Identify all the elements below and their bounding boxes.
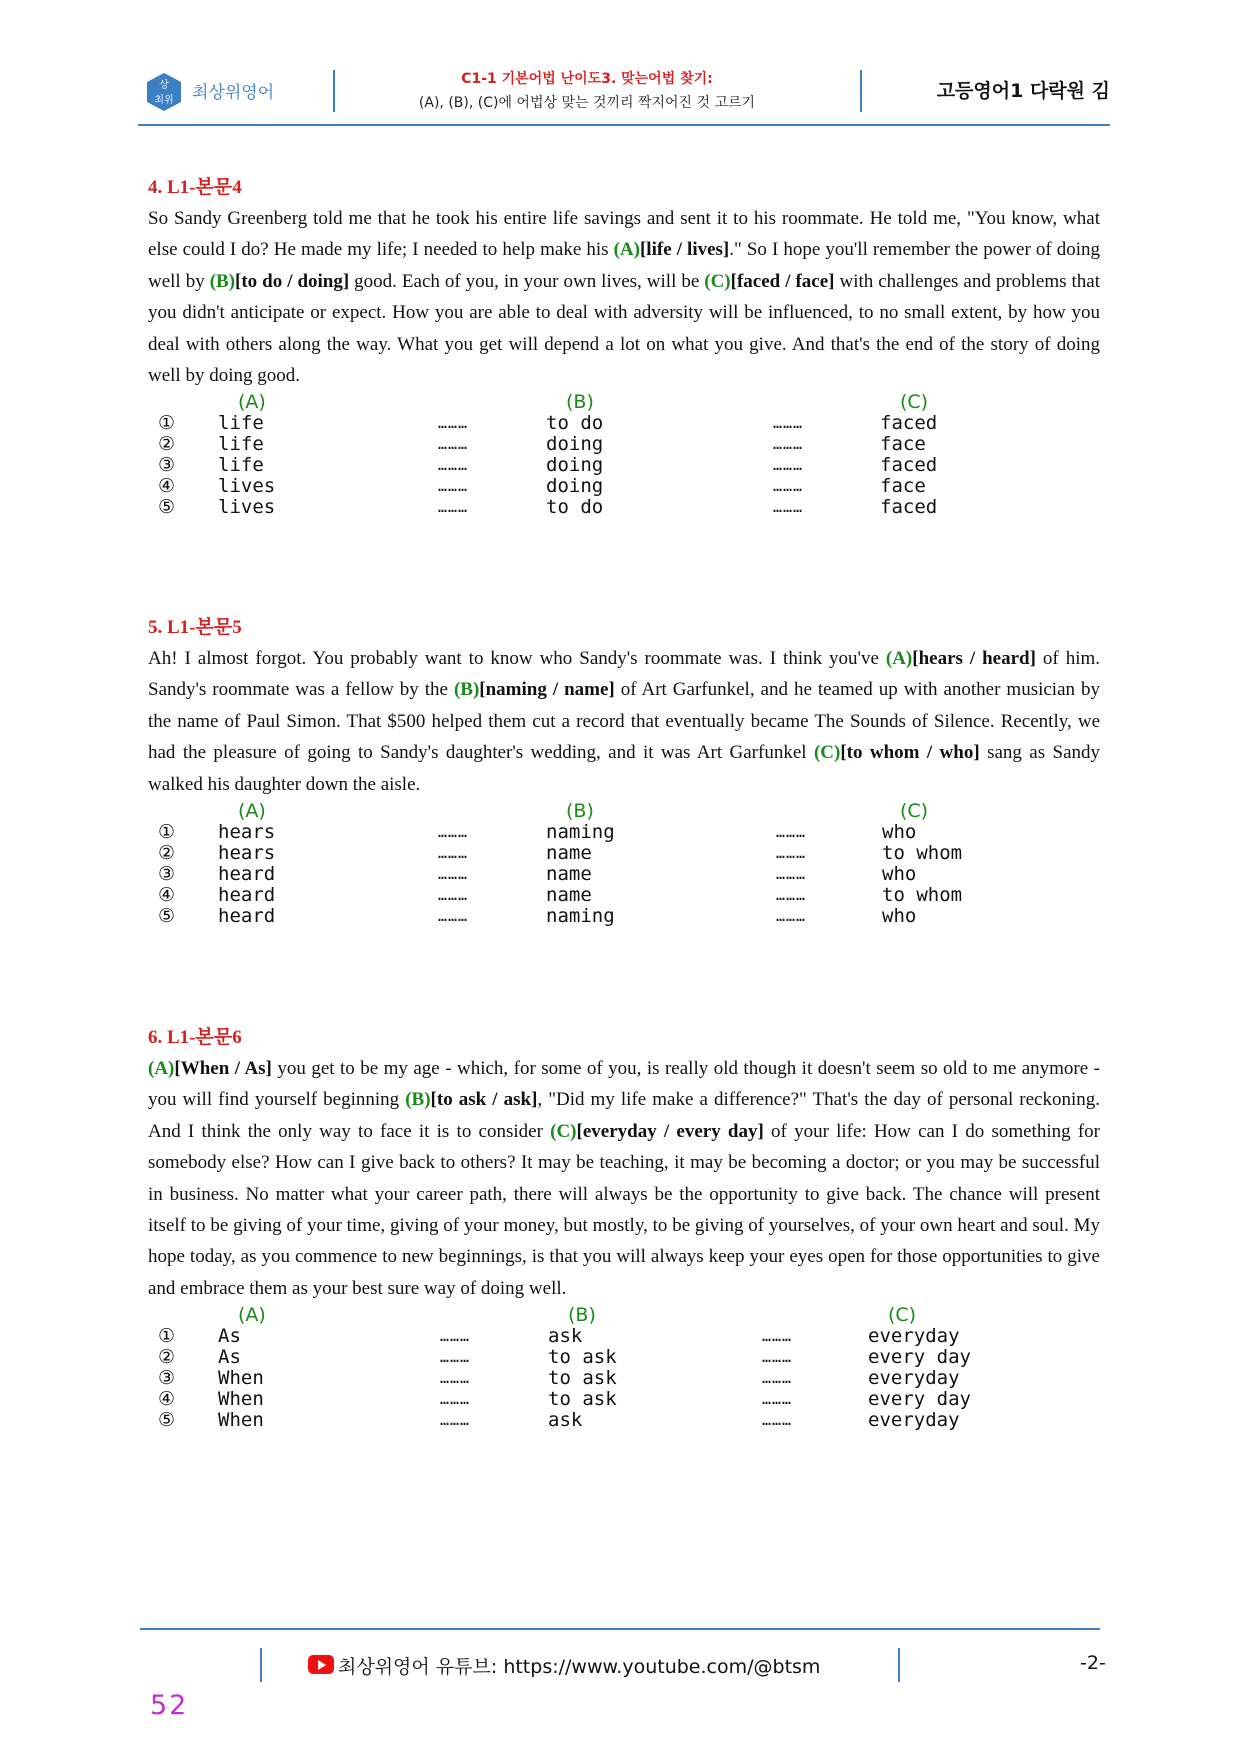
question-passage: Ah! I almost forgot. You probably want to know who Sandy's roommate was. I think you've (A)[hears / heard] of him. Sandy's roommate was a fellow by the (B)[naming / name] of Art Garfunkel, and he teamed up with another musician by the name of Paul Simon. That $500 helped them cut a record that eventually became The Sounds of Silence. Recently, we had the pleasure of going to Sandy's daughter's wedding, and it was Art Garfunkel (C)[to whom / who] sang as Sandy walked his daughter down the aisle. xyxy=(148,648,1101,795)
choices-header xyxy=(148,1304,1100,1326)
blank-label-c: (C) xyxy=(704,270,731,292)
answer-choices xyxy=(148,391,1100,518)
footer-divider-right xyxy=(898,1648,900,1682)
choice-row[interactable]: ① As ……… ask ……… everyday xyxy=(158,1325,960,1348)
choice-row[interactable]: ② As ……… to ask ……… every day xyxy=(158,1346,971,1369)
header-rule xyxy=(138,124,1110,126)
choices-header xyxy=(148,800,1100,822)
col-head-c: (C) xyxy=(900,800,929,823)
page-footer xyxy=(0,1648,1240,1688)
choice-row[interactable]: ① hears ……… naming ……… who xyxy=(158,821,917,844)
choice-row[interactable]: ① life ……… to do ……… faced xyxy=(158,412,938,435)
choice-row[interactable]: ④ When ……… to ask ……… every day xyxy=(158,1388,971,1411)
logo-glyph-top: 상 xyxy=(159,80,169,91)
blank-options-b: [naming / name] xyxy=(479,679,615,701)
question-4 xyxy=(148,172,1100,518)
page-number: 52 xyxy=(150,1690,189,1721)
blank-label-a: (A) xyxy=(613,239,640,261)
blank-options-a: [When / As] xyxy=(174,1058,272,1079)
blank-options-c: [faced / face] xyxy=(730,270,835,292)
blank-label-c: (C) xyxy=(550,1120,577,1142)
header-title-line2: (A), (B), (C)에 어법상 맞는 것끼리 짝지어진 것 고르기 xyxy=(418,95,756,111)
col-head-a: (A) xyxy=(238,391,266,414)
question-passage: So Sandy Greenberg told me that he took his entire life savings and sent it to his roommate. He told me, "You know, what else could I do? He made my life; I needed to help make his (A)[life / lives]." So I hope you'll remember the power of doing well by (B)[to do / doing] good. Each of you, in your own lives, will be (C)[faced / face] with challenges and problems that you didn't anticipate or expect. How you are able to deal with adversity will be influenced, to no small extent, by how you deal with others along the way. What you get will depend a lot on what you give. And that's the end of the story of doing well by doing good. xyxy=(148,208,1101,387)
choice-row[interactable]: ④ heard ……… name ……… to whom xyxy=(158,884,963,907)
col-head-b: (B) xyxy=(566,391,594,414)
blank-options-c: [everyday / every day] xyxy=(576,1120,764,1142)
question-5 xyxy=(148,612,1100,927)
page-header xyxy=(138,62,1110,124)
col-head-c: (C) xyxy=(888,1304,917,1327)
blank-options-a: [life / lives] xyxy=(639,239,730,261)
question-title: 6. L1-본문6 xyxy=(148,1027,242,1048)
header-title-line1: C1-1 기본어법 난이도3. 맞는어법 찾기: xyxy=(461,71,713,87)
choice-row[interactable]: ② life ……… doing ……… face xyxy=(158,433,926,456)
footer-rule xyxy=(140,1628,1100,1630)
blank-label-a: (A) xyxy=(148,1058,175,1079)
choice-row[interactable]: ④ lives ……… doing ……… face xyxy=(158,475,926,498)
header-title xyxy=(333,68,841,116)
choice-row[interactable]: ③ life ……… doing ……… faced xyxy=(158,454,938,477)
footer-divider-left xyxy=(260,1648,262,1682)
choice-row[interactable]: ② hears ……… name ……… to whom xyxy=(158,842,963,865)
answer-choices xyxy=(148,1304,1100,1431)
choice-row[interactable]: ⑤ heard ……… naming ……… who xyxy=(158,905,917,928)
blank-options-c: [to whom / who] xyxy=(840,742,980,764)
col-head-b: (B) xyxy=(566,800,594,823)
logo-text: 최상위영어 xyxy=(192,83,275,103)
choice-row[interactable]: ③ When ……… to ask ……… everyday xyxy=(158,1367,960,1390)
blank-options-a: [hears / heard] xyxy=(912,648,1036,669)
col-head-a: (A) xyxy=(238,1304,266,1327)
header-right-title: 고등영어1 다락원 김 xyxy=(936,80,1110,102)
answer-choices xyxy=(148,800,1100,927)
col-head-c: (C) xyxy=(900,391,929,414)
blank-label-b: (B) xyxy=(405,1089,431,1111)
blank-label-b: (B) xyxy=(453,679,480,701)
page-indicator: -2- xyxy=(1080,1652,1106,1674)
choice-row[interactable]: ③ heard ……… name ……… who xyxy=(158,863,917,886)
blank-options-b: [to do / doing] xyxy=(235,270,350,292)
blank-label-a: (A) xyxy=(885,648,913,669)
blank-label-b: (B) xyxy=(209,270,236,292)
choice-row[interactable]: ⑤ lives ……… to do ……… faced xyxy=(158,496,938,519)
question-passage: (A)[When / As] you get to be my age - which, for some of you, is really old though it doesn't seem so old to me anymore - you will find yourself beginning (B)[to ask / ask], "Did my life make a difference?" That's the day of personal reckoning. And I think the only way to face it is to consider (C)[everyday / every day] of your life: How can I do something for somebody else? How can I give back to others? It may be teaching, it may be becoming a doctor; or you may be successful in business. No matter what your career path, there will always be the opportunity to give back. The chance will present itself to be giving of your time, giving of your money, but mostly, to be giving of yourselves, of your own heart and soul. My hope today, as you commence to new beginnings, is that you will always keep your eyes open for those opportunities to give and embrace them as your best sure way of doing well. xyxy=(148,1058,1101,1299)
header-divider-right xyxy=(860,70,862,112)
logo-icon xyxy=(146,72,182,112)
blank-label-c: (C) xyxy=(813,742,841,764)
logo-glyph-bottom: 최위 xyxy=(154,95,174,106)
col-head-a: (A) xyxy=(238,800,266,823)
choices-header xyxy=(148,391,1100,413)
question-title: 5. L1-본문5 xyxy=(148,617,242,638)
blank-options-b: [to ask / ask] xyxy=(430,1089,538,1111)
question-6 xyxy=(148,1022,1100,1431)
youtube-icon[interactable] xyxy=(308,1655,334,1674)
choice-row[interactable]: ⑤ When ……… ask ……… everyday xyxy=(158,1409,960,1432)
question-title: 4. L1-본문4 xyxy=(148,177,242,198)
col-head-b: (B) xyxy=(568,1304,596,1327)
footer-link[interactable]: 최상위영어 유튜브: https://www.youtube.com/@btsm xyxy=(338,1656,821,1678)
